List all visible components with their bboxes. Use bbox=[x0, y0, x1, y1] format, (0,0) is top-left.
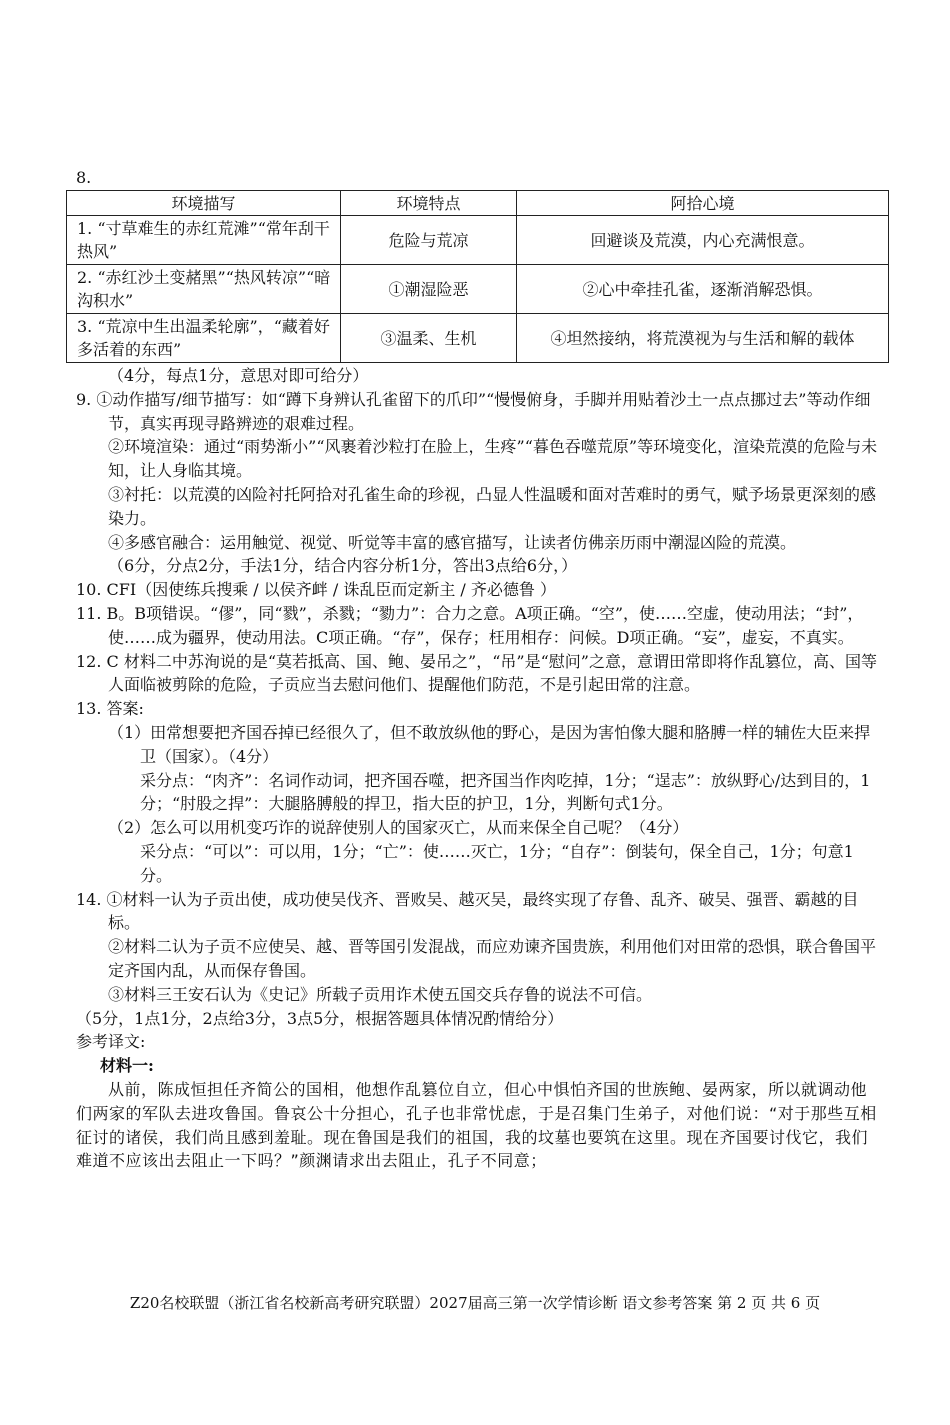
translation-text: 从前，陈成恒担任齐简公的国相，他想作乱篡位自立，但心中惧怕齐国的世族鲍、晏两家，所以就调动他们两家的军队去进攻鲁国。鲁哀公十分担心，孔子也非常忧虑，于是召集门生弟子，对他们说：“对于那些互相征讨的诸侯，我们尚且感到羞耻。现在鲁国是我们的祖国，我的坟墓也要筑在这里。现在齐国要讨伐它，我们难道不应该出去阻止一下吗？”颜渊请求出去阻止，孔子不同意； bbox=[76, 1079, 877, 1171]
translation-heading: 参考译文: bbox=[76, 1032, 146, 1052]
material-one-heading: 材料一: bbox=[100, 1056, 154, 1076]
table-cell: ②心中牵挂孔雀，逐渐消解恐惧。 bbox=[517, 265, 889, 314]
q13-answer-1: （1）田常想要把齐国吞掉已经很久了，但不敢放纵他的野心，是因为害怕像大腿和胳膊一样的辅佐大臣来捍卫（国家）。（4分） bbox=[108, 722, 871, 766]
table-cell: 回避谈及荒漠，内心充满恨意。 bbox=[517, 216, 889, 265]
table-cell: 危险与荒凉 bbox=[341, 216, 517, 265]
page-footer: Z20名校联盟（浙江省名校新高考研究联盟）2027届高三第一次学情诊断 语文参考答案 第 2 页 共 6 页 bbox=[129, 1294, 821, 1312]
table-header-mood: 阿拾心境 bbox=[517, 191, 889, 216]
q14-point-2: ②材料二认为子贡不应使吴、越、晋等国引发混战，而应劝谏齐国贵族，利用他们对田常的恐惧，联合鲁国平定齐国内乱，从而保存鲁国。 bbox=[108, 937, 877, 980]
q9-point-4: ④多感官融合：运用触觉、视觉、听觉等丰富的感官描写，让读者仿佛亲历雨中潮湿凶险的荒漠。 bbox=[108, 532, 797, 552]
q14-score-note: （5分，1点1分，2点给3分，3点5分，根据答题具体情况酌情给分） bbox=[76, 1008, 564, 1028]
table-row bbox=[67, 265, 889, 314]
table-row bbox=[67, 314, 889, 363]
table-cell: 3. “荒凉中生出温柔轮廓”，“藏着好多活着的东西” bbox=[67, 314, 341, 363]
table-cell: ④坦然接纳，将荒漠视为与生活和解的载体 bbox=[517, 314, 889, 363]
q14-point-3: ③材料三王安石认为《史记》所载子贡用诈术使五国交兵存鲁的说法不可信。 bbox=[108, 984, 653, 1004]
table-row bbox=[67, 216, 889, 265]
q12-answer: 12. C 材料二中苏洵说的是“莫若抵高、国、鲍、晏吊之”，“吊”是“慰问”之意，意谓田常即将作乱篡位，高、国等人面临被剪除的危险，子贡应当去慰问他们、提醒他们防范，不是引起田常的注意。 bbox=[76, 651, 877, 695]
q14-point-1: 14. ①材料一认为子贡出使，成功使吴伐齐、晋败吴、越灭吴，最终实现了存鲁、乱齐、破吴、强晋、霸越的目标。 bbox=[76, 889, 859, 933]
table-header-feature: 环境特点 bbox=[341, 191, 517, 216]
q13-title: 13. 答案: bbox=[76, 699, 144, 719]
answer-body bbox=[76, 364, 882, 1173]
q13-answer-2: （2）怎么可以用机变巧诈的说辞使别人的国家灭亡，从而来保全自己呢？（4分） bbox=[108, 818, 689, 838]
q9-point-2: ②环境渲染：通过“雨势渐小”“风裹着沙粒打在脸上，生疼”“暮色吞噬荒原”等环境变化，渲染荒漠的危险与未知，让人身临其境。 bbox=[108, 437, 878, 481]
table-cell: ①潮湿险恶 bbox=[341, 265, 517, 314]
q9-score-note: （6分，分点2分，手法1分，结合内容分析1分，答出3点给6分，） bbox=[108, 556, 578, 576]
environment-table bbox=[66, 190, 889, 363]
q8-score-note: （4分，每点1分，意思对即可给分） bbox=[108, 366, 369, 385]
table-header-description: 环境描写 bbox=[67, 191, 341, 216]
table-cell: ③温柔、生机 bbox=[341, 314, 517, 363]
table-header-row bbox=[67, 191, 889, 216]
question-8-number: 8. bbox=[76, 168, 92, 187]
table-cell: 2. “赤红沙土变赭黑”“热风转凉”“暗沟积水” bbox=[67, 265, 341, 314]
q10-answer: 10. CFI（因使练兵搜乘 / 以侯齐衅 / 诛乱臣而定新主 / 齐必德鲁 ） bbox=[76, 580, 556, 600]
q9-point-1: 9. ①动作描写/细节描写：如“蹲下身辨认孔雀留下的爪印”“慢慢俯身，手脚并用贴着沙土一点点挪过去”等动作细节，真实再现寻路辨迹的艰难过程。 bbox=[76, 389, 871, 433]
table-cell: 1. “寸草难生的赤红荒滩”“常年刮干热风” bbox=[67, 216, 341, 265]
q11-answer: 11. B。B项错误。“僇”，同“戮”，杀戮；“勠力”：合力之意。A项正确。“空”，使……空虚，使动用法；“封”，使……成为疆界，使动用法。C项正确。“存”，保存；枉用相存：问候。D项正确。“妄”，虚妄，不真实。 bbox=[76, 603, 864, 647]
q13-scoring-2: 采分点：“可以”：可以用，1分；“亡”：使……灭亡，1分；“自存”：倒装句，保全自己，1分；句意1分。 bbox=[140, 841, 854, 885]
q13-scoring-1: 采分点：“肉齐”：名词作动词，把齐国吞噬，把齐国当作肉吃掉，1分；“逞志”：放纵野心/达到目的，1分；“肘股之捍”：大腿胳膊般的捍卫，指大臣的护卫，1分，判断句式1分。 bbox=[140, 770, 871, 814]
q9-point-3: ③衬托：以荒漠的凶险衬托阿拾对孔雀生命的珍视，凸显人性温暖和面对苦难时的勇气，赋予场景更深刻的感染力。 bbox=[108, 484, 877, 528]
